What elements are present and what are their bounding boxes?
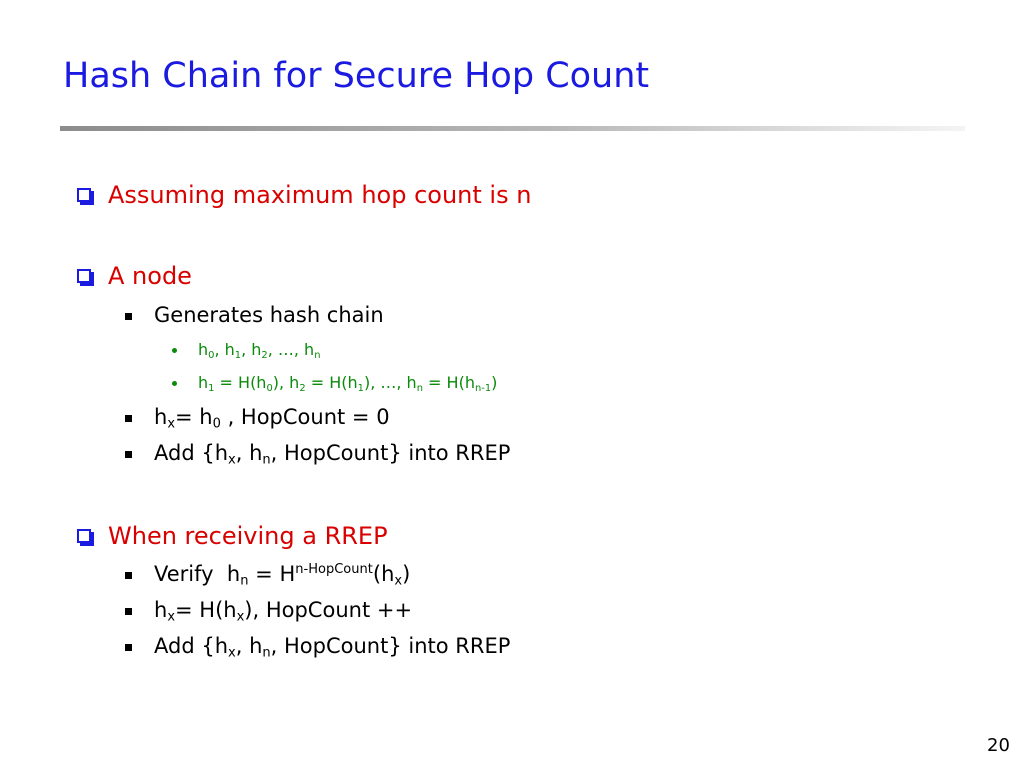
bullet-add-into-rrep-2: Add {$h_x$, $h_n$, HopCount} into RREP (154, 634, 511, 661)
bullet-add-into-rrep: Add {$h_x$, $h_n$, HopCount} into RREP (154, 441, 511, 468)
dot-bullet-icon (172, 348, 177, 353)
bullet-hash-chain-relations: $h_1 = H(h_0)$, $h_2 = H(h_1)$, …, $h_n = H(h_{n-1})$ (198, 373, 498, 394)
title-divider (60, 126, 965, 131)
square-bullet-icon (125, 313, 132, 320)
square-bullet-icon (125, 608, 132, 615)
dot-bullet-icon (172, 381, 177, 386)
bullet-hash-chain-elements: $h_0$, $h_1$, $h_2$, …, $h_n$ (198, 340, 321, 361)
square-bullet-icon (125, 572, 132, 579)
bullet-max-hop-count: Assuming maximum hop count is n (108, 181, 532, 209)
bullet-generates-hash-chain: Generates hash chain (154, 303, 384, 327)
bullet-when-receiving-rrep: When receiving a RREP (108, 522, 388, 550)
bullet-init-hx: $h_x= h_0$ , HopCount = 0 (154, 405, 390, 432)
hollow-square-bullet-icon (77, 529, 91, 543)
bullet-a-node: A node (108, 262, 192, 290)
bullet-update-hx: $h_x= H(h_x)$, HopCount ++ (154, 598, 413, 625)
hollow-square-bullet-icon (77, 188, 91, 202)
square-bullet-icon (125, 451, 132, 458)
square-bullet-icon (125, 415, 132, 422)
bullet-verify: Verify $h_n = H^{n-HopCount}(h_x)$ (154, 562, 411, 589)
slide-title: Hash Chain for Secure Hop Count (63, 56, 650, 96)
page-number: 20 (987, 735, 1010, 756)
square-bullet-icon (125, 644, 132, 651)
hollow-square-bullet-icon (77, 269, 91, 283)
